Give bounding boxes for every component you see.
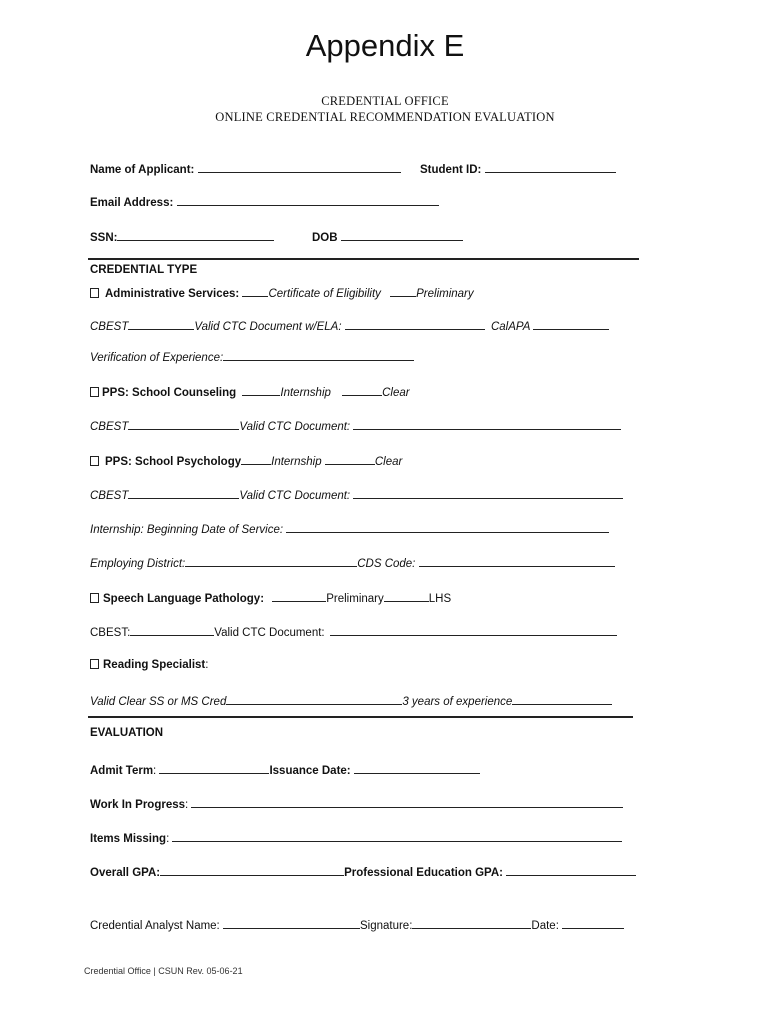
ctc-ela-label: Valid CTC Document w/ELA: (194, 321, 342, 333)
counseling-label: PPS: School Counseling (102, 387, 237, 399)
counseling-clear-blank[interactable] (342, 384, 382, 396)
psychology-internship-blank[interactable] (241, 453, 271, 465)
counseling-internship-label: Internship (280, 387, 331, 399)
items-missing-field[interactable] (172, 830, 622, 842)
date-label: Date: (531, 920, 559, 932)
clear-ss-label: Valid Clear SS or MS Cred (90, 696, 227, 708)
counseling-clear-label: Clear (382, 387, 410, 399)
email-label: Email Address: (90, 197, 174, 209)
email-field[interactable] (177, 194, 439, 206)
analyst-row (90, 917, 624, 932)
slp-label: Speech Language Pathology: (103, 593, 265, 605)
name-field[interactable] (198, 161, 401, 173)
clear-ss-field[interactable] (226, 693, 402, 705)
cbest-field[interactable] (128, 318, 194, 330)
slp-cbest-label: CBEST: (90, 627, 131, 639)
counseling-ctc-label: Valid CTC Document: (239, 421, 351, 433)
internship-date-field[interactable] (286, 521, 609, 533)
internship-date-row (90, 521, 609, 536)
counseling-cbest-label: CBEST (90, 421, 129, 433)
counseling-cbest-row (90, 418, 621, 433)
psychology-clear-label: Clear (374, 456, 403, 468)
district-row (90, 555, 615, 570)
admin-checkbox[interactable] (90, 288, 99, 298)
counseling-checkbox[interactable] (90, 387, 99, 397)
school-counseling-row (90, 384, 410, 399)
admin-services-row (90, 285, 474, 300)
items-colon: : (166, 833, 170, 845)
psychology-ctc-field[interactable] (353, 487, 623, 499)
psychology-cbest-label: CBEST (90, 490, 129, 502)
slp-prelim-label: Preliminary (326, 593, 384, 605)
reading-colon: : (205, 659, 209, 671)
work-in-progress-row (90, 796, 623, 811)
slp-cbest-row (90, 624, 617, 639)
school-psychology-row (90, 453, 402, 468)
signature-label: Signature: (359, 920, 413, 932)
psychology-internship-label: Internship (271, 456, 322, 468)
admit-term-row (90, 762, 480, 777)
dob-field[interactable] (341, 229, 463, 241)
overall-gpa-field[interactable] (160, 864, 344, 876)
ssn-row (90, 229, 274, 244)
credential-type-heading: CREDENTIAL TYPE (90, 264, 198, 276)
student-id-field[interactable] (485, 161, 616, 173)
cbest-label: CBEST (90, 321, 129, 333)
office-heading: CREDENTIAL OFFICE (321, 94, 449, 108)
verification-field[interactable] (223, 349, 414, 361)
prof-gpa-label: Professional Education GPA: (344, 867, 503, 879)
gpa-row (90, 864, 636, 879)
section-divider-2 (88, 716, 633, 718)
wip-label: Work In Progress (90, 799, 186, 811)
dob-row (312, 229, 463, 244)
items-missing-row (90, 830, 622, 845)
psychology-cbest-field[interactable] (128, 487, 239, 499)
admit-term-field[interactable] (159, 762, 269, 774)
admit-colon: : (153, 765, 157, 777)
prelim-blank[interactable] (390, 285, 416, 297)
psychology-ctc-label: Valid CTC Document: (239, 490, 351, 502)
slp-ctc-field[interactable] (330, 624, 617, 636)
analyst-name-field[interactable] (223, 917, 360, 929)
internship-date-label: Internship: Beginning Date of Service: (90, 524, 284, 536)
overall-gpa-label: Overall GPA: (90, 867, 161, 879)
slp-prelim-blank[interactable] (272, 590, 326, 602)
verification-label: Verification of Experience: (90, 352, 224, 364)
district-field[interactable] (185, 555, 357, 567)
ssn-label: SSN: (90, 232, 118, 244)
applicant-name-row (90, 161, 401, 176)
signature-field[interactable] (412, 917, 531, 929)
coe-label: Certificate of Eligibility (268, 288, 381, 300)
evaluation-heading: EVALUATION (90, 727, 164, 739)
admin-label: Administrative Services: (105, 288, 240, 300)
email-row (90, 194, 439, 209)
experience-label: 3 years of experience (402, 696, 513, 708)
calapa-label: CalAPA (490, 321, 530, 333)
counseling-cbest-field[interactable] (128, 418, 239, 430)
reading-cred-row (90, 693, 612, 708)
district-label: Employing District: (90, 558, 186, 570)
wip-field[interactable] (191, 796, 623, 808)
analyst-name-label: Credential Analyst Name: (90, 920, 220, 932)
wip-colon: : (185, 799, 189, 811)
footer: Credential Office | CSUN Rev. 05-06-21 (84, 966, 243, 976)
psychology-checkbox[interactable] (90, 456, 99, 466)
slp-lhs-label: LHS (428, 593, 452, 605)
issuance-date-label: Issuance Date: (269, 765, 351, 777)
form-title: ONLINE CREDENTIAL RECOMMENDATION EVALUATION (215, 110, 555, 124)
dob-label: DOB (312, 232, 338, 244)
reading-checkbox[interactable] (90, 659, 99, 669)
cds-label: CDS Code: (357, 558, 416, 570)
coe-blank[interactable] (242, 285, 268, 297)
slp-cbest-field[interactable] (130, 624, 214, 636)
slp-ctc-label: Valid CTC Document: (214, 627, 325, 639)
issuance-date-field[interactable] (354, 762, 480, 774)
ctc-ela-field[interactable] (345, 318, 485, 330)
items-missing-label: Items Missing (90, 833, 167, 845)
reading-row (90, 659, 208, 671)
prof-gpa-field[interactable] (506, 864, 636, 876)
prelim-label: Preliminary (416, 288, 474, 300)
psychology-cbest-row (90, 487, 623, 502)
admin-cbest-row (90, 318, 609, 333)
verification-row (90, 349, 414, 364)
slp-row (90, 590, 451, 605)
ssn-field[interactable] (117, 229, 274, 241)
admit-term-label: Admit Term (90, 765, 154, 777)
date-field[interactable] (562, 917, 624, 929)
slp-lhs-blank[interactable] (384, 590, 429, 602)
reading-label: Reading Specialist (103, 659, 206, 671)
page-title: Appendix E (305, 28, 465, 63)
slp-checkbox[interactable] (90, 593, 99, 603)
calapa-field[interactable] (533, 318, 609, 330)
cds-field[interactable] (419, 555, 615, 567)
psychology-clear-blank[interactable] (325, 453, 375, 465)
counseling-ctc-field[interactable] (353, 418, 621, 430)
name-label: Name of Applicant: (90, 164, 195, 176)
student-id-label: Student ID: (420, 164, 482, 176)
section-divider (88, 258, 639, 260)
psychology-label: PPS: School Psychology (105, 456, 242, 468)
counseling-internship-blank[interactable] (242, 384, 280, 396)
student-id-row (420, 161, 616, 176)
experience-field[interactable] (512, 693, 612, 705)
